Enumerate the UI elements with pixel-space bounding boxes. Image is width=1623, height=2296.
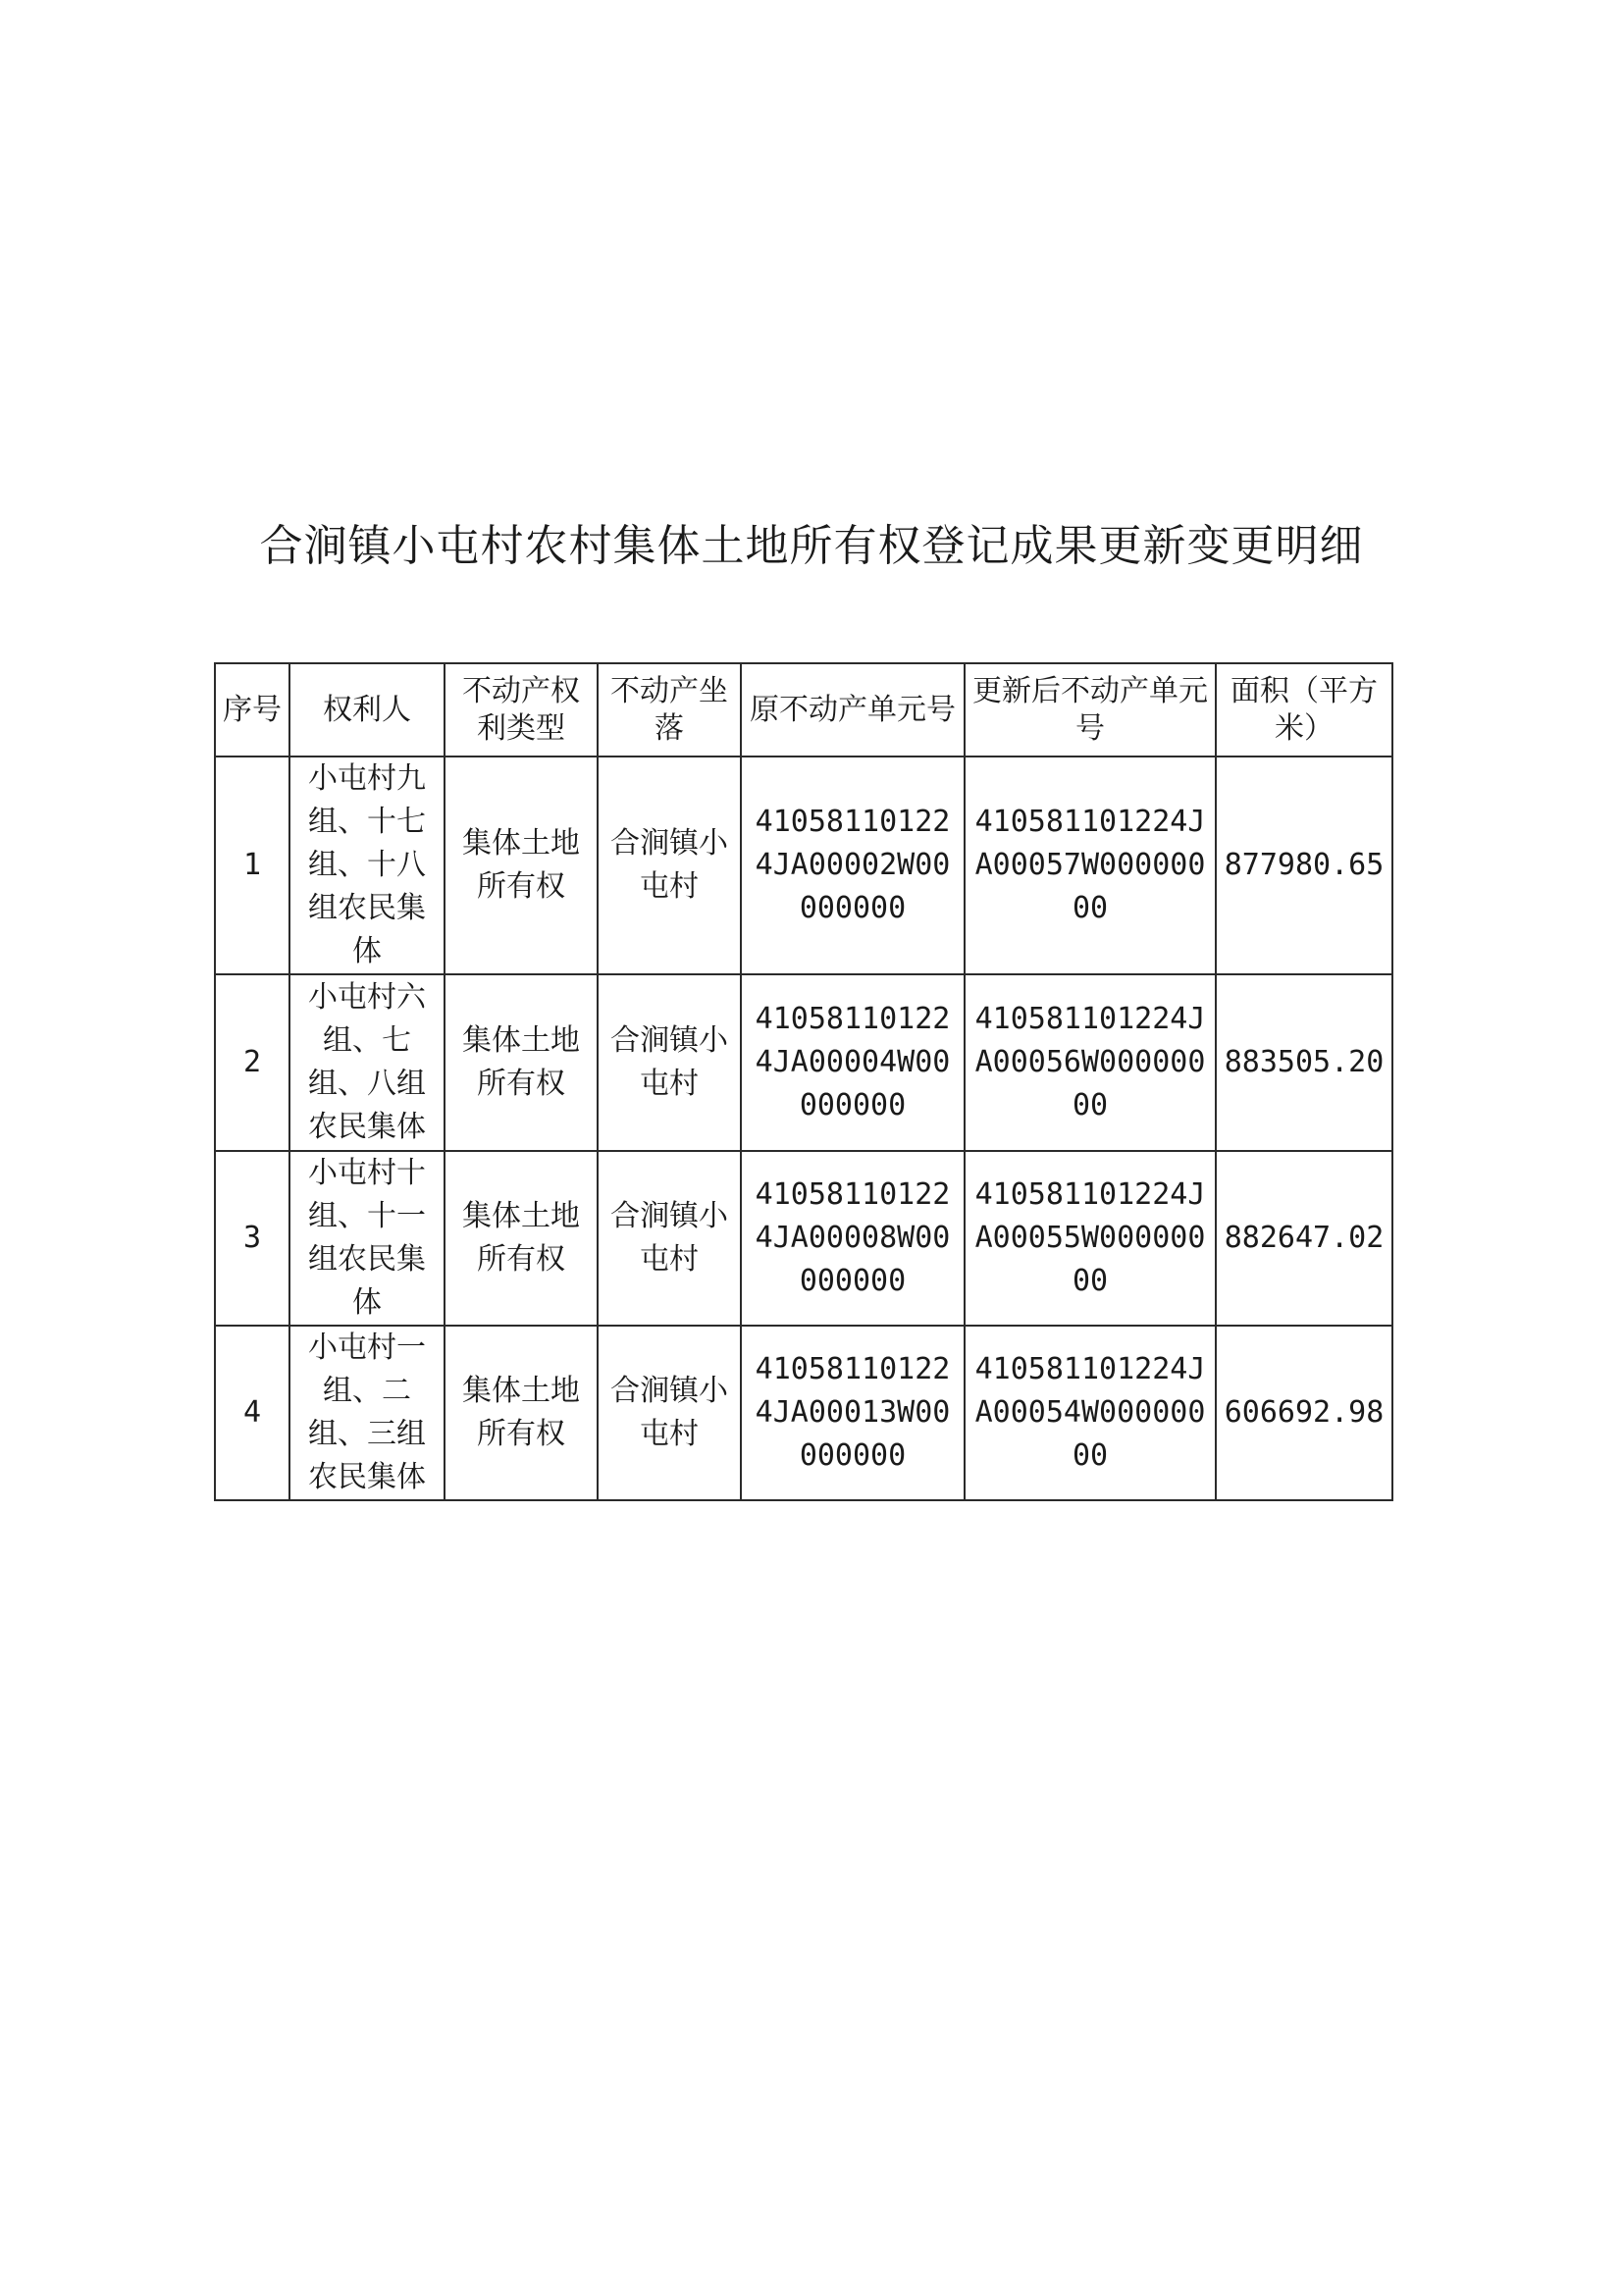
row-right-type: 集体土地所有权	[445, 974, 598, 1151]
header-row	[215, 663, 1392, 757]
registration-table	[214, 662, 1393, 1501]
row-new-unit: 410581101224JA00056W00000000	[965, 974, 1216, 1151]
table-row	[215, 974, 1392, 1151]
header-new-unit: 更新后不动产单元号	[965, 663, 1216, 757]
row-right-type: 集体土地所有权	[445, 1326, 598, 1500]
table-row	[215, 757, 1392, 974]
header-area: 面积（平方米）	[1216, 663, 1392, 757]
row-new-unit: 410581101224JA00055W00000000	[965, 1151, 1216, 1326]
row-old-unit: 410581101224JA00013W00000000	[741, 1326, 965, 1500]
row-no: 2	[215, 974, 289, 1151]
row-old-unit: 410581101224JA00002W00000000	[741, 757, 965, 974]
row-right-type: 集体土地所有权	[445, 757, 598, 974]
row-area: 882647.02	[1216, 1151, 1392, 1326]
row-location: 合涧镇小屯村	[598, 974, 741, 1151]
page-title: 合涧镇小屯村农村集体土地所有权登记成果更新变更明细	[259, 521, 1364, 571]
header-right-type: 不动产权利类型	[445, 663, 598, 757]
row-no: 3	[215, 1151, 289, 1326]
row-old-unit: 410581101224JA00008W00000000	[741, 1151, 965, 1326]
row-new-unit: 410581101224JA00054W00000000	[965, 1326, 1216, 1500]
row-holder: 小屯村九组、十七组、十八组农民集体	[289, 757, 445, 974]
table-row	[215, 1326, 1392, 1500]
row-holder: 小屯村十组、十一组农民集体	[289, 1151, 445, 1326]
header-old-unit: 原不动产单元号	[741, 663, 965, 757]
row-holder: 小屯村一组、二组、三组农民集体	[289, 1326, 445, 1500]
row-location: 合涧镇小屯村	[598, 1326, 741, 1500]
row-location: 合涧镇小屯村	[598, 1151, 741, 1326]
table-row	[215, 1151, 1392, 1326]
row-area: 606692.98	[1216, 1326, 1392, 1500]
row-right-type: 集体土地所有权	[445, 1151, 598, 1326]
header-location: 不动产坐落	[598, 663, 741, 757]
row-location: 合涧镇小屯村	[598, 757, 741, 974]
row-new-unit: 410581101224JA00057W00000000	[965, 757, 1216, 974]
row-area: 877980.65	[1216, 757, 1392, 974]
header-no: 序号	[215, 663, 289, 757]
row-old-unit: 410581101224JA00004W00000000	[741, 974, 965, 1151]
row-area: 883505.20	[1216, 974, 1392, 1151]
row-no: 1	[215, 757, 289, 974]
header-holder: 权利人	[289, 663, 445, 757]
row-no: 4	[215, 1326, 289, 1500]
row-holder: 小屯村六组、七组、八组农民集体	[289, 974, 445, 1151]
